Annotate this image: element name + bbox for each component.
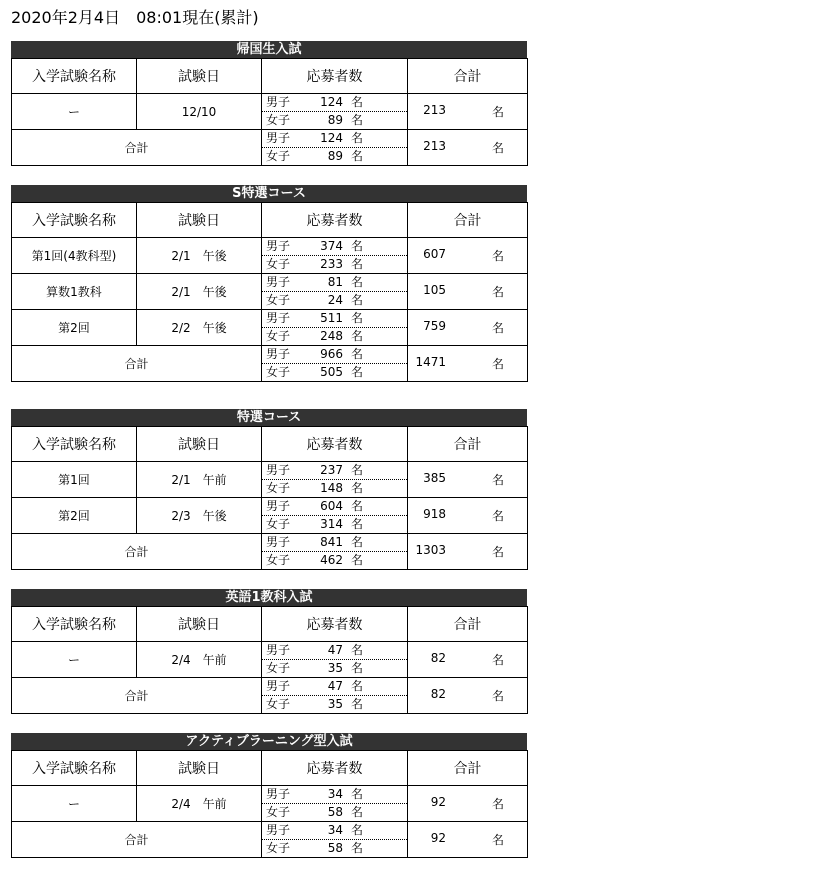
total-value: 82 [430, 687, 446, 701]
male-count: 374 [320, 239, 343, 253]
total-cell [408, 310, 528, 346]
column-header-name: 入学試験名称 [12, 203, 137, 238]
male-count-line [262, 94, 407, 112]
unit-label: 名 [350, 275, 363, 289]
male-count-line [262, 786, 407, 804]
total-value: 1471 [415, 355, 446, 369]
male-count-line [262, 642, 407, 660]
male-count: 124 [320, 131, 343, 145]
table-row [12, 94, 528, 130]
female-count: 148 [320, 481, 343, 495]
column-header-date: 試験日 [137, 607, 262, 642]
female-label: 女子 [265, 293, 290, 307]
exam-date: 2/1 午後 [137, 274, 262, 310]
column-header-applicants: 応募者数 [262, 607, 408, 642]
total-value: 105 [423, 283, 446, 297]
exam-name: 第1回 [12, 462, 137, 498]
table-row [12, 274, 528, 310]
exam-section [11, 41, 527, 166]
applicants-cell [262, 346, 408, 382]
female-count: 505 [320, 365, 343, 379]
unit-label: 名 [350, 481, 363, 495]
male-label: 男子 [265, 643, 290, 657]
unit-label: 名 [350, 463, 363, 477]
section-title: S特選コース [11, 185, 527, 202]
female-count: 89 [327, 113, 343, 127]
applicants-cell [262, 310, 408, 346]
female-count-line [262, 148, 407, 165]
page-title: 2020年2月4日 08:01現在(累計) [11, 8, 259, 27]
total-value: 918 [423, 507, 446, 521]
female-count: 462 [320, 553, 343, 567]
female-count-line [262, 660, 407, 677]
unit-label: 名 [491, 285, 504, 299]
applicants-table [11, 202, 528, 382]
column-header-applicants: 応募者数 [262, 59, 408, 94]
exam-date: 12/10 [137, 94, 262, 130]
male-count-line [262, 274, 407, 292]
total-cell [408, 346, 528, 382]
unit-label: 名 [350, 347, 363, 361]
total-cell [408, 678, 528, 714]
total-value: 92 [430, 831, 446, 845]
female-count-line [262, 292, 407, 309]
exam-section [11, 589, 527, 714]
unit-label: 名 [350, 329, 363, 343]
male-count: 81 [327, 275, 343, 289]
female-count-line [262, 804, 407, 821]
female-label: 女子 [265, 257, 290, 271]
column-header-applicants: 応募者数 [262, 751, 408, 786]
exam-section [11, 185, 527, 382]
exam-name: ー [12, 642, 137, 678]
exam-name: 第2回 [12, 310, 137, 346]
female-label: 女子 [265, 697, 290, 711]
female-count-line [262, 112, 407, 129]
applicants-cell [262, 94, 408, 130]
total-cell [408, 274, 528, 310]
female-label: 女子 [265, 805, 290, 819]
table-row [12, 462, 528, 498]
male-count: 47 [327, 643, 343, 657]
applicants-table [11, 606, 528, 714]
female-label: 女子 [265, 113, 290, 127]
exam-name: ー [12, 94, 137, 130]
sum-label: 合計 [12, 534, 262, 570]
applicants-cell [262, 822, 408, 858]
total-value-line [408, 319, 527, 336]
applicants-cell [262, 238, 408, 274]
unit-label: 名 [350, 679, 363, 693]
male-count-line [262, 346, 407, 364]
female-count-line [262, 516, 407, 533]
female-count-line [262, 328, 407, 345]
sum-row [12, 346, 528, 382]
female-count: 248 [320, 329, 343, 343]
total-value: 213 [423, 139, 446, 153]
section-title: 特選コース [11, 409, 527, 426]
total-value: 82 [430, 651, 446, 665]
applicants-cell [262, 498, 408, 534]
sum-label: 合計 [12, 822, 262, 858]
male-label: 男子 [265, 347, 290, 361]
column-header-date: 試験日 [137, 427, 262, 462]
applicants-table [11, 426, 528, 570]
total-value: 92 [430, 795, 446, 809]
column-header-name: 入学試験名称 [12, 59, 137, 94]
total-cell [408, 238, 528, 274]
male-count: 47 [327, 679, 343, 693]
female-label: 女子 [265, 365, 290, 379]
exam-name: 第1回(4教科型) [12, 238, 137, 274]
exam-name: ー [12, 786, 137, 822]
unit-label: 名 [491, 105, 504, 119]
column-header-date: 試験日 [137, 751, 262, 786]
exam-section [11, 733, 527, 858]
total-value: 1303 [415, 543, 446, 557]
table-row [12, 642, 528, 678]
male-count: 604 [320, 499, 343, 513]
female-label: 女子 [265, 841, 290, 855]
column-header-name: 入学試験名称 [12, 751, 137, 786]
total-value-line [408, 355, 527, 372]
unit-label: 名 [350, 293, 363, 307]
applicants-table [11, 750, 528, 858]
unit-label: 名 [491, 797, 504, 811]
female-count-line [262, 552, 407, 569]
table-header-row [12, 427, 528, 462]
total-value-line [408, 507, 527, 524]
male-count-line [262, 678, 407, 696]
female-count: 35 [327, 661, 343, 675]
exam-section [11, 409, 527, 570]
female-count: 58 [327, 805, 343, 819]
column-header-name: 入学試験名称 [12, 607, 137, 642]
table-header-row [12, 607, 528, 642]
unit-label: 名 [350, 95, 363, 109]
total-cell [408, 498, 528, 534]
male-label: 男子 [265, 679, 290, 693]
exam-date: 2/1 午後 [137, 238, 262, 274]
applicants-cell [262, 534, 408, 570]
unit-label: 名 [491, 653, 504, 667]
female-label: 女子 [265, 661, 290, 675]
total-value-line [408, 247, 527, 264]
total-value-line [408, 831, 527, 848]
column-header-total: 合計 [408, 607, 528, 642]
unit-label: 名 [491, 357, 504, 371]
unit-label: 名 [491, 473, 504, 487]
male-label: 男子 [265, 95, 290, 109]
unit-label: 名 [491, 833, 504, 847]
total-cell [408, 786, 528, 822]
applicants-cell [262, 786, 408, 822]
female-count: 35 [327, 697, 343, 711]
male-label: 男子 [265, 239, 290, 253]
male-count: 34 [327, 823, 343, 837]
unit-label: 名 [350, 697, 363, 711]
male-count-line [262, 462, 407, 480]
total-value: 759 [423, 319, 446, 333]
female-count: 58 [327, 841, 343, 855]
unit-label: 名 [491, 249, 504, 263]
total-value-line [408, 795, 527, 812]
male-label: 男子 [265, 275, 290, 289]
male-count-line [262, 822, 407, 840]
exam-name: 算数1教科 [12, 274, 137, 310]
unit-label: 名 [491, 509, 504, 523]
male-count-line [262, 310, 407, 328]
total-value-line [408, 687, 527, 704]
sum-row [12, 130, 528, 166]
unit-label: 名 [491, 689, 504, 703]
male-count: 841 [320, 535, 343, 549]
unit-label: 名 [350, 661, 363, 675]
unit-label: 名 [350, 535, 363, 549]
applicants-cell [262, 642, 408, 678]
female-label: 女子 [265, 329, 290, 343]
male-count-line [262, 130, 407, 148]
male-label: 男子 [265, 463, 290, 477]
exam-date: 2/3 午後 [137, 498, 262, 534]
exam-date: 2/4 午前 [137, 642, 262, 678]
male-label: 男子 [265, 787, 290, 801]
total-value-line [408, 471, 527, 488]
section-title: 英語1教科入試 [11, 589, 527, 606]
total-cell [408, 94, 528, 130]
male-count-line [262, 238, 407, 256]
applicants-table [11, 58, 528, 166]
female-count-line [262, 364, 407, 381]
male-count: 511 [320, 311, 343, 325]
female-count: 314 [320, 517, 343, 531]
female-count: 89 [327, 149, 343, 163]
male-label: 男子 [265, 499, 290, 513]
exam-name: 第2回 [12, 498, 137, 534]
unit-label: 名 [350, 239, 363, 253]
column-header-date: 試験日 [137, 203, 262, 238]
unit-label: 名 [350, 841, 363, 855]
female-count-line [262, 480, 407, 497]
column-header-total: 合計 [408, 427, 528, 462]
sum-row [12, 678, 528, 714]
unit-label: 名 [350, 805, 363, 819]
column-header-date: 試験日 [137, 59, 262, 94]
unit-label: 名 [350, 149, 363, 163]
column-header-applicants: 応募者数 [262, 203, 408, 238]
table-row [12, 310, 528, 346]
unit-label: 名 [350, 643, 363, 657]
unit-label: 名 [350, 517, 363, 531]
table-row [12, 238, 528, 274]
section-title: 帰国生入試 [11, 41, 527, 58]
total-cell [408, 822, 528, 858]
sum-row [12, 534, 528, 570]
total-value: 607 [423, 247, 446, 261]
unit-label: 名 [350, 499, 363, 513]
male-label: 男子 [265, 535, 290, 549]
total-cell [408, 534, 528, 570]
total-value: 385 [423, 471, 446, 485]
male-label: 男子 [265, 823, 290, 837]
unit-label: 名 [350, 365, 363, 379]
unit-label: 名 [350, 257, 363, 271]
female-count-line [262, 256, 407, 273]
total-cell [408, 462, 528, 498]
table-row [12, 786, 528, 822]
column-header-total: 合計 [408, 59, 528, 94]
female-count: 24 [327, 293, 343, 307]
sum-label: 合計 [12, 678, 262, 714]
unit-label: 名 [491, 321, 504, 335]
female-count-line [262, 696, 407, 713]
applicants-cell [262, 274, 408, 310]
column-header-total: 合計 [408, 751, 528, 786]
male-count: 34 [327, 787, 343, 801]
column-header-applicants: 応募者数 [262, 427, 408, 462]
column-header-total: 合計 [408, 203, 528, 238]
table-header-row [12, 751, 528, 786]
unit-label: 名 [350, 787, 363, 801]
applicants-cell [262, 462, 408, 498]
unit-label: 名 [491, 545, 504, 559]
female-count: 233 [320, 257, 343, 271]
unit-label: 名 [350, 113, 363, 127]
total-value: 213 [423, 103, 446, 117]
female-label: 女子 [265, 481, 290, 495]
total-cell [408, 642, 528, 678]
total-value-line [408, 543, 527, 560]
female-label: 女子 [265, 553, 290, 567]
unit-label: 名 [350, 131, 363, 145]
male-count: 966 [320, 347, 343, 361]
female-label: 女子 [265, 517, 290, 531]
total-value-line [408, 283, 527, 300]
exam-date: 2/4 午前 [137, 786, 262, 822]
table-header-row [12, 203, 528, 238]
table-row [12, 498, 528, 534]
male-count: 237 [320, 463, 343, 477]
sum-row [12, 822, 528, 858]
male-count-line [262, 534, 407, 552]
table-header-row [12, 59, 528, 94]
exam-date: 2/1 午前 [137, 462, 262, 498]
column-header-name: 入学試験名称 [12, 427, 137, 462]
male-count: 124 [320, 95, 343, 109]
applicants-cell [262, 678, 408, 714]
female-count-line [262, 840, 407, 857]
male-label: 男子 [265, 131, 290, 145]
total-value-line [408, 103, 527, 120]
unit-label: 名 [491, 141, 504, 155]
total-cell [408, 130, 528, 166]
male-count-line [262, 498, 407, 516]
total-value-line [408, 139, 527, 156]
sum-label: 合計 [12, 346, 262, 382]
unit-label: 名 [350, 311, 363, 325]
sum-label: 合計 [12, 130, 262, 166]
section-title: アクティブラーニング型入試 [11, 733, 527, 750]
total-value-line [408, 651, 527, 668]
unit-label: 名 [350, 823, 363, 837]
exam-date: 2/2 午後 [137, 310, 262, 346]
unit-label: 名 [350, 553, 363, 567]
applicants-cell [262, 130, 408, 166]
male-label: 男子 [265, 311, 290, 325]
female-label: 女子 [265, 149, 290, 163]
